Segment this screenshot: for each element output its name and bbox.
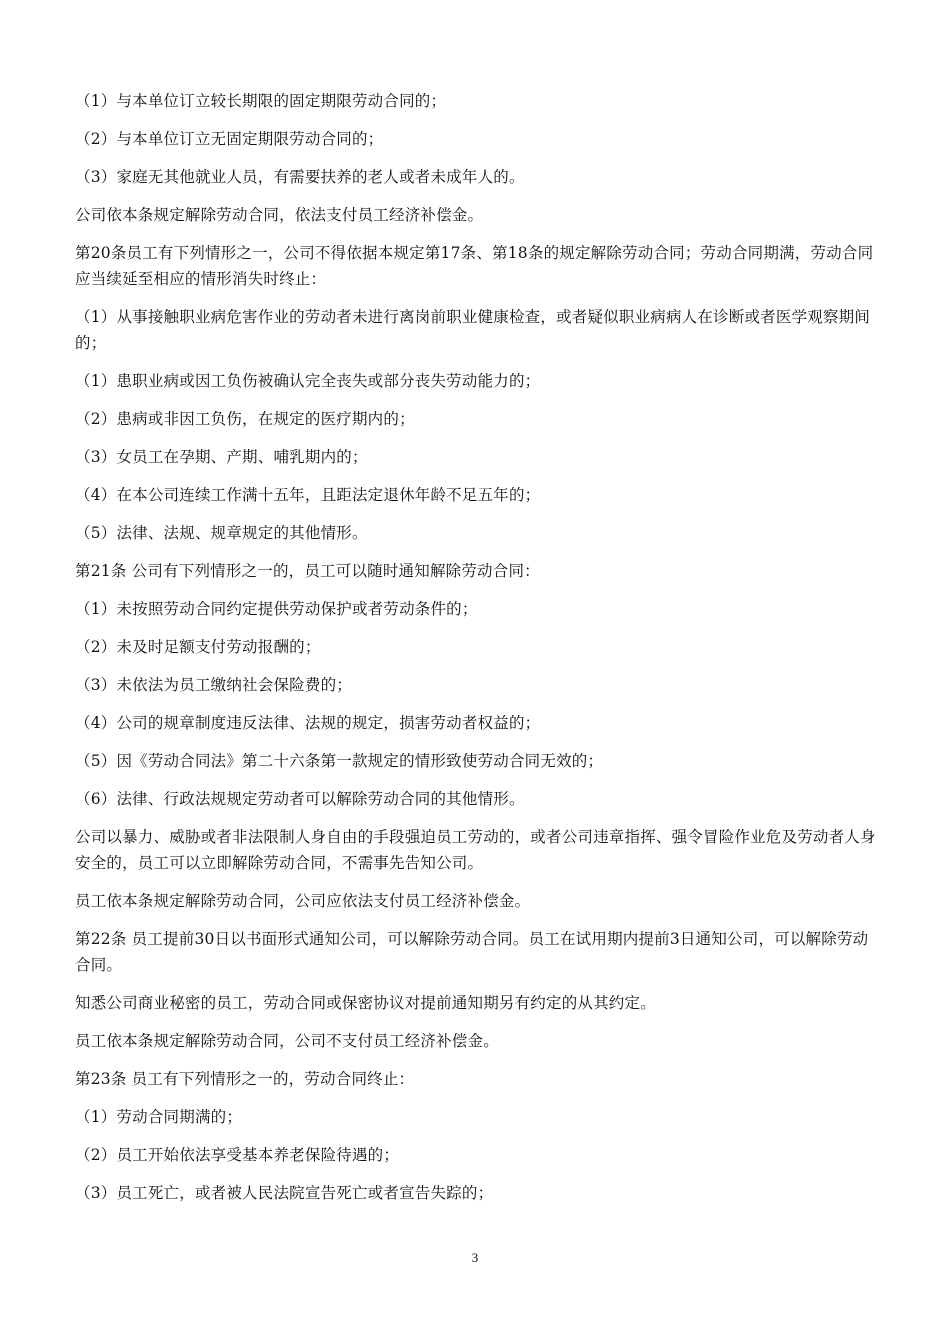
- paragraph: （4）公司的规章制度违反法律、法规的规定，损害劳动者权益的；: [75, 714, 541, 732]
- paragraph: （3）未依法为员工缴纳社会保险费的；: [75, 676, 352, 694]
- paragraph: 知悉公司商业秘密的员工，劳动合同或保密协议对提前通知期另有约定的从其约定。: [75, 994, 656, 1012]
- paragraph: （3）家庭无其他就业人员，有需要扶养的老人或者未成年人的。: [75, 168, 525, 186]
- paragraph: （1）患职业病或因工负伤被确认完全丧失或部分丧失劳动能力的；: [75, 372, 541, 390]
- paragraph: 公司以暴力、威胁或者非法限制人身自由的手段强迫员工劳动的，或者公司违章指挥、强令冒险作业危及劳动者人身安全的，员工可以立即解除劳动合同，不需事先告知公司。: [75, 828, 876, 872]
- paragraph: （3）员工死亡，或者被人民法院宣告死亡或者宣告失踪的；: [75, 1184, 494, 1202]
- paragraph: （2）患病或非因工负伤，在规定的医疗期内的；: [75, 410, 415, 428]
- paragraph: 公司依本条规定解除劳动合同，依法支付员工经济补偿金。: [75, 206, 484, 224]
- paragraph: （2）员工开始依法享受基本养老保险待遇的；: [75, 1146, 400, 1164]
- page-number: 3: [471, 1250, 479, 1265]
- article-heading-paragraph: 第20条员工有下列情形之一，公司不得依据本规定第17条、第18条的规定解除劳动合同；劳动合同期满，劳动合同应当续延至相应的情形消失时终止：: [75, 244, 874, 288]
- paragraph: （4）在本公司连续工作满十五年，且距法定退休年龄不足五年的；: [75, 486, 541, 504]
- article-heading-paragraph: 第21条 公司有下列情形之一的，员工可以随时通知解除劳动合同：: [75, 562, 540, 580]
- body-text: [75, 88, 883, 1218]
- article-heading-paragraph: 第22条 员工提前30日以书面形式通知公司，可以解除劳动合同。员工在试用期内提前3日通知公司，可以解除劳动合同。: [75, 930, 869, 974]
- article-heading-paragraph: 第23条 员工有下列情形之一的，劳动合同终止：: [75, 1070, 415, 1088]
- paragraph: （1）与本单位订立较长期限的固定期限劳动合同的；: [75, 92, 447, 110]
- paragraph: （2）与本单位订立无固定期限劳动合同的；: [75, 130, 384, 148]
- paragraph: （6）法律、行政法规规定劳动者可以解除劳动合同的其他情形。: [75, 790, 525, 808]
- paragraph: （2）未及时足额支付劳动报酬的；: [75, 638, 321, 656]
- paragraph: （5）法律、法规、规章规定的其他情形。: [75, 524, 368, 542]
- paragraph: （1）劳动合同期满的；: [75, 1108, 243, 1126]
- paragraph: （3）女员工在孕期、产期、哺乳期内的；: [75, 448, 368, 466]
- paragraph: 员工依本条规定解除劳动合同，公司不支付员工经济补偿金。: [75, 1032, 499, 1050]
- paragraph: （1）未按照劳动合同约定提供劳动保护或者劳动条件的；: [75, 600, 478, 618]
- paragraph: （1）从事接触职业病危害作业的劳动者未进行离岗前职业健康检查，或者疑似职业病病人在诊断或者医学观察期间的；: [75, 308, 871, 352]
- paragraph: 员工依本条规定解除劳动合同，公司应依法支付员工经济补偿金。: [75, 892, 531, 910]
- paragraph: （5）因《劳动合同法》第二十六条第一款规定的情形致使劳动合同无效的；: [75, 752, 604, 770]
